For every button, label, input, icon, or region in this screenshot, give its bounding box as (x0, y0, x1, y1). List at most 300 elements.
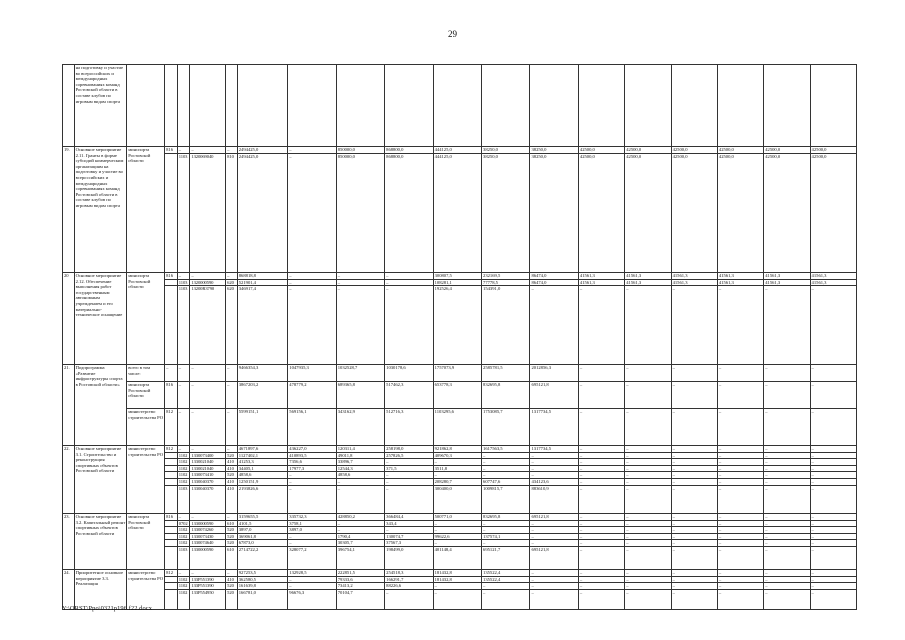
table-row (63, 514, 857, 570)
line-value: 520 (226, 452, 237, 459)
line-value: – (764, 526, 809, 533)
line-value: 42500,0 (811, 147, 827, 152)
value-cell (578, 147, 624, 273)
value-cell (625, 273, 671, 365)
value-cell (165, 570, 178, 610)
line-value: – (288, 582, 335, 589)
value-cell (190, 446, 226, 514)
line-value: 34405,1 (238, 465, 288, 472)
value-cell (226, 273, 238, 365)
value-cell (385, 65, 433, 147)
line-value: – (191, 570, 194, 575)
line-value: 832695,8 (483, 514, 501, 519)
line-value: 1320069040 (190, 153, 225, 160)
line-value (165, 458, 177, 465)
line-value: – (672, 539, 717, 546)
line-value: – (530, 539, 577, 546)
value-cell (336, 365, 384, 446)
line-value: – (672, 533, 717, 540)
line-value: – (530, 465, 577, 472)
line-value: – (625, 485, 670, 492)
line-value: – (625, 576, 670, 583)
value-cell (190, 65, 226, 147)
sub-value: 1317734,5 (530, 408, 577, 445)
sub-value: – (227, 365, 230, 370)
line-value: – (288, 576, 335, 583)
line-value: – (227, 514, 230, 519)
line-value: 1127402,1 (238, 452, 288, 459)
line-value: 927253,5 (238, 570, 256, 575)
line-value: – (718, 539, 763, 546)
line-value: 42500,0 (764, 153, 809, 160)
line-value: 300400,0 (434, 485, 481, 492)
line-value: – (811, 539, 856, 546)
line-value: – (765, 446, 768, 451)
line-value: – (672, 458, 717, 465)
line-value: 70104,7 (337, 589, 384, 596)
line-value: – (718, 570, 722, 575)
line-value: 366484,4 (386, 514, 404, 519)
line-value: 520 (226, 533, 237, 540)
line-value: – (625, 546, 670, 553)
line-value: – (482, 458, 529, 465)
line-value: 77778,5 (482, 279, 529, 286)
line-value: – (530, 589, 577, 596)
line-value: 1102 (178, 583, 188, 589)
value-cell (810, 570, 856, 610)
line-value: 133P551390 (190, 582, 225, 589)
line-value: 7356,6 (288, 458, 335, 465)
line-value: 2193826,6 (238, 485, 288, 492)
executor-cell: минспорта Ростовской области (127, 273, 165, 365)
value-cell (530, 273, 578, 365)
line-value: 232169,5 (483, 273, 501, 278)
value-cell (385, 147, 433, 273)
line-value: 132928,5 (289, 570, 307, 575)
line-value: 41561,3 (764, 279, 809, 286)
line-value: 300807,5 (434, 273, 452, 278)
line-value: 520 (226, 589, 237, 596)
line-value: – (718, 520, 763, 527)
line-value (165, 520, 177, 527)
line-value: – (672, 546, 717, 553)
line-value: – (227, 147, 230, 152)
line-value: – (764, 485, 809, 492)
row-number: 24. (63, 570, 75, 610)
line-value: – (718, 589, 763, 596)
line-value: 436227,0 (289, 446, 307, 451)
line-value: 2494425,0 (238, 153, 288, 160)
row-number: 20 (63, 273, 75, 365)
value-cell (237, 273, 288, 365)
line-value: – (764, 285, 809, 292)
value-cell (482, 570, 530, 610)
row-number: 22. (63, 446, 75, 514)
line-value: – (811, 533, 856, 540)
sub-value: 9466354,3 (238, 365, 259, 370)
line-value: 520 (226, 526, 237, 533)
value-cell (226, 147, 238, 273)
line-value: – (764, 478, 809, 485)
value-cell (336, 570, 384, 610)
line-value: – (718, 546, 763, 553)
line-value: – (718, 576, 763, 583)
sub-value: 3867203,2 (238, 381, 288, 408)
line-value: 42500,0 (579, 153, 624, 160)
line-value: 812 (166, 446, 174, 451)
sub-value: – (764, 381, 809, 408)
line-value: – (337, 526, 384, 533)
line-value: 500771,0 (434, 514, 452, 519)
sub-value: – (579, 365, 583, 370)
line-value: 410 (226, 465, 237, 472)
line-value: – (191, 147, 194, 152)
line-value: 181432,8 (434, 570, 452, 575)
line-value: 2714722,2 (238, 546, 288, 553)
line-value: 41561,3 (625, 279, 670, 286)
value-cell (482, 365, 530, 446)
line-value: 198499,0 (385, 546, 432, 553)
line-value: – (385, 285, 432, 292)
line-value: – (764, 539, 809, 546)
line-value: 41561,3 (579, 273, 595, 278)
measure-name: на подготовку и участие во всероссийских и международных соревнованиях команд Ростовской области в составе клубов по игровым видам спорта (74, 65, 127, 147)
value-cell (433, 570, 481, 610)
value-cell (165, 273, 178, 365)
line-value: 2494425,0 (238, 147, 259, 152)
sub-value: 812 (165, 408, 177, 445)
line-value: 521901,4 (238, 279, 288, 286)
line-value: – (625, 582, 670, 589)
line-value: – (579, 452, 624, 459)
line-value: – (288, 153, 335, 160)
line-value: 620 (226, 285, 237, 292)
line-value: 4671897,6 (238, 446, 259, 451)
line-value (165, 546, 177, 553)
value-cell (717, 514, 763, 570)
value-cell (671, 65, 717, 147)
line-value: – (718, 478, 763, 485)
sub-value: – (625, 408, 670, 445)
line-value: 610 (226, 546, 237, 553)
line-value: 154391,0 (482, 285, 529, 292)
line-value: – (764, 546, 809, 553)
value-cell (165, 65, 178, 147)
line-value: 410 (226, 458, 237, 465)
sub-value: – (718, 408, 763, 445)
value-cell (288, 147, 336, 273)
line-value: 520 (226, 471, 237, 478)
value-cell (336, 514, 384, 570)
line-value: – (288, 478, 335, 485)
line-value: – (530, 526, 577, 533)
value-cell (288, 365, 336, 446)
line-value: 695121,8 (531, 514, 549, 519)
line-value: – (672, 589, 717, 596)
measure-name: Основное мероприятие 2.11. Гранты в форме субсидий коммерческим организациям на подготовку и участие во всероссийских и международных соревнованиях команд Ростовской области в составе клубов по игровым видам спорта (74, 147, 127, 273)
line-value: 444125,0 (434, 153, 481, 160)
line-value: – (625, 465, 670, 472)
line-value: 343,4 (385, 520, 432, 527)
line-value: – (625, 458, 670, 465)
line-value (165, 452, 177, 459)
sub-executor: министерство строительства РО (127, 408, 164, 445)
sub-executor: минспорта Ростовской области (127, 381, 164, 408)
line-value: 38250,0 (483, 147, 498, 152)
line-value: – (718, 452, 763, 459)
line-value: 346917,4 (238, 285, 288, 292)
line-value: 1103 (178, 485, 188, 491)
line-value: – (288, 285, 335, 292)
line-value: – (482, 520, 529, 527)
line-value: 1103 (178, 153, 188, 159)
sub-value: 478779,2 (288, 381, 335, 408)
line-value: – (625, 539, 670, 546)
line-value: 1102 (178, 540, 188, 546)
line-value: – (625, 285, 670, 292)
value-cell (385, 570, 433, 610)
line-value: 38250,0 (482, 153, 529, 160)
value-cell (530, 147, 578, 273)
value-cell (764, 147, 810, 273)
value-cell (433, 514, 481, 570)
line-value: – (289, 147, 292, 152)
sub-value: – (579, 408, 624, 445)
sub-value: 832695,8 (482, 381, 529, 408)
line-value: – (764, 520, 809, 527)
value-cell (433, 446, 481, 514)
value-cell (336, 147, 384, 273)
line-value: – (434, 520, 481, 527)
line-value: 810 (226, 153, 237, 160)
line-value: 41561,3 (811, 279, 856, 286)
line-value: – (811, 458, 856, 465)
value-cell (177, 446, 190, 514)
sub-value: – (226, 381, 237, 408)
line-value: – (386, 273, 389, 278)
value-cell (237, 570, 288, 610)
line-value: 130074,7 (385, 533, 432, 540)
line-value: 73413,2 (337, 582, 384, 589)
line-value: – (337, 520, 384, 527)
line-value: – (672, 285, 717, 292)
sub-value: 689365,8 (337, 381, 384, 408)
value-cell (530, 446, 578, 514)
line-value: – (811, 514, 814, 519)
line-value: – (672, 514, 675, 519)
line-value: 133P551390 (190, 576, 225, 583)
line-value: 520 (226, 582, 237, 589)
value-cell (625, 147, 671, 273)
line-value: 816 (166, 273, 174, 278)
line-value: – (625, 526, 670, 533)
value-cell (578, 446, 624, 514)
sub-value: – (811, 365, 814, 370)
value-cell (385, 446, 433, 514)
line-value: 371,5 (385, 465, 432, 472)
line-value: – (625, 589, 670, 596)
line-value: 620 (226, 279, 237, 286)
line-value: 42500,0 (672, 153, 717, 160)
line-value: – (718, 582, 763, 589)
value-cell (226, 446, 238, 514)
value-cell (810, 65, 856, 147)
value-cell (530, 570, 578, 610)
value-cell (226, 570, 238, 610)
line-value: – (434, 589, 481, 596)
line-value: 335732,3 (289, 514, 307, 519)
line-value: – (482, 465, 529, 472)
measure-name: Основное мероприятие 3.2. Капитальный ремонт спортивных объектов Ростовской области (74, 514, 127, 570)
line-value: – (625, 520, 670, 527)
line-value: – (434, 539, 481, 546)
line-value: – (811, 582, 856, 589)
line-value: 1330073400 (190, 452, 225, 459)
line-value: – (718, 526, 763, 533)
value-cell (177, 273, 190, 365)
line-value: 1330073430 (190, 533, 225, 540)
line-value: 42500,0 (811, 153, 856, 160)
line-value: 42500,0 (626, 147, 642, 152)
value-cell (385, 365, 433, 446)
budget-table (62, 64, 857, 610)
table-row (63, 446, 857, 514)
sub-value: 2012856,3 (531, 365, 551, 370)
line-value: 42500,0 (718, 147, 734, 152)
value-cell (764, 273, 810, 365)
line-value: – (764, 589, 809, 596)
value-cell (433, 273, 481, 365)
row-number (63, 65, 75, 147)
line-value: – (718, 471, 763, 478)
table-row (63, 147, 857, 273)
line-value: – (434, 458, 481, 465)
line-value: 37567,3 (385, 539, 432, 546)
line-value: 1330040370 (190, 478, 225, 485)
line-value: – (191, 514, 194, 519)
line-value: – (178, 514, 181, 519)
measure-name: Приоритетное основное мероприятие 3.3. Реализация (74, 570, 127, 610)
line-value: – (227, 570, 230, 575)
line-value: – (718, 446, 722, 451)
value-cell (482, 446, 530, 514)
executor-cell: минспорта Ростовской области (127, 147, 165, 273)
value-cell (578, 514, 624, 570)
line-value: 883610,9 (530, 485, 577, 492)
value-cell (764, 570, 810, 610)
value-cell (177, 514, 190, 570)
executor-cell (127, 65, 165, 147)
value-cell (764, 65, 810, 147)
line-value: 410893,5 (288, 452, 335, 459)
line-value: 610 (226, 520, 237, 527)
line-value: 208280,7 (434, 478, 481, 485)
line-value: 135522,4 (482, 576, 529, 583)
line-value: 192526,4 (434, 285, 481, 292)
line-value: 1009815,7 (482, 485, 529, 492)
sub-value: 5599151,1 (238, 408, 288, 445)
line-value: – (718, 465, 763, 472)
line-value: – (385, 458, 432, 465)
line-value: – (579, 520, 624, 527)
sub-value: – (811, 408, 856, 445)
line-value: 41561,3 (579, 279, 624, 286)
value-cell (717, 273, 763, 365)
line-value: 41561,3 (811, 273, 827, 278)
line-value: 1790,4 (337, 533, 384, 540)
line-value: – (385, 485, 432, 492)
value-cell (764, 514, 810, 570)
sub-value: 1757073,9 (434, 365, 455, 370)
sub-value: – (811, 381, 856, 408)
line-value: 1102 (178, 452, 188, 458)
line-value: 41561,3 (672, 279, 717, 286)
line-value: – (530, 458, 577, 465)
sub-value: 517462,3 (385, 381, 432, 408)
value-cell (810, 273, 856, 365)
value-cell (336, 273, 384, 365)
sub-value: – (672, 381, 717, 408)
value-cell (433, 65, 481, 147)
line-value: – (385, 526, 432, 533)
line-value: 410 (226, 576, 237, 583)
line-value: 850000,0 (337, 153, 384, 160)
line-value: 1330040370 (190, 485, 225, 492)
sub-value: 1032528,7 (337, 365, 358, 370)
line-value: 1102 (178, 478, 188, 484)
line-value: – (718, 485, 763, 492)
line-value: – (672, 485, 717, 492)
line-value (165, 533, 177, 540)
line-value: – (288, 279, 335, 286)
line-value: – (579, 570, 583, 575)
sub-value: – (672, 408, 717, 445)
sub-value: – (178, 408, 190, 445)
line-value: 86474,0 (530, 279, 577, 286)
line-value: 79333,6 (337, 576, 384, 583)
line-value: – (764, 471, 809, 478)
line-value (165, 285, 177, 292)
line-value: 1102 (178, 459, 188, 465)
line-value: – (579, 471, 624, 478)
value-cell (671, 365, 717, 446)
line-value: 1102 (178, 527, 188, 533)
sub-value: – (672, 365, 675, 370)
line-value: – (227, 273, 230, 278)
value-cell (336, 446, 384, 514)
line-value: – (579, 285, 624, 292)
sub-value: – (579, 381, 624, 408)
value-cell (625, 570, 671, 610)
line-value: 816 (166, 514, 174, 519)
line-value: 17977,3 (288, 465, 335, 472)
line-value: 812 (166, 570, 174, 575)
value-cell (578, 365, 624, 446)
line-value: – (530, 520, 577, 527)
line-value: 868800,0 (385, 153, 432, 160)
line-value: – (625, 533, 670, 540)
line-value: – (530, 285, 577, 292)
sub-value: 2585781,5 (483, 365, 503, 370)
line-value: 133P554950 (190, 589, 225, 596)
line-value: 1102 (178, 465, 188, 471)
line-value: 4101,5 (238, 520, 288, 527)
line-value: 3159655,5 (238, 514, 259, 519)
line-value: 137574,1 (482, 533, 529, 540)
line-value: – (672, 478, 717, 485)
value-cell (165, 365, 178, 446)
sub-value: – (626, 365, 629, 370)
